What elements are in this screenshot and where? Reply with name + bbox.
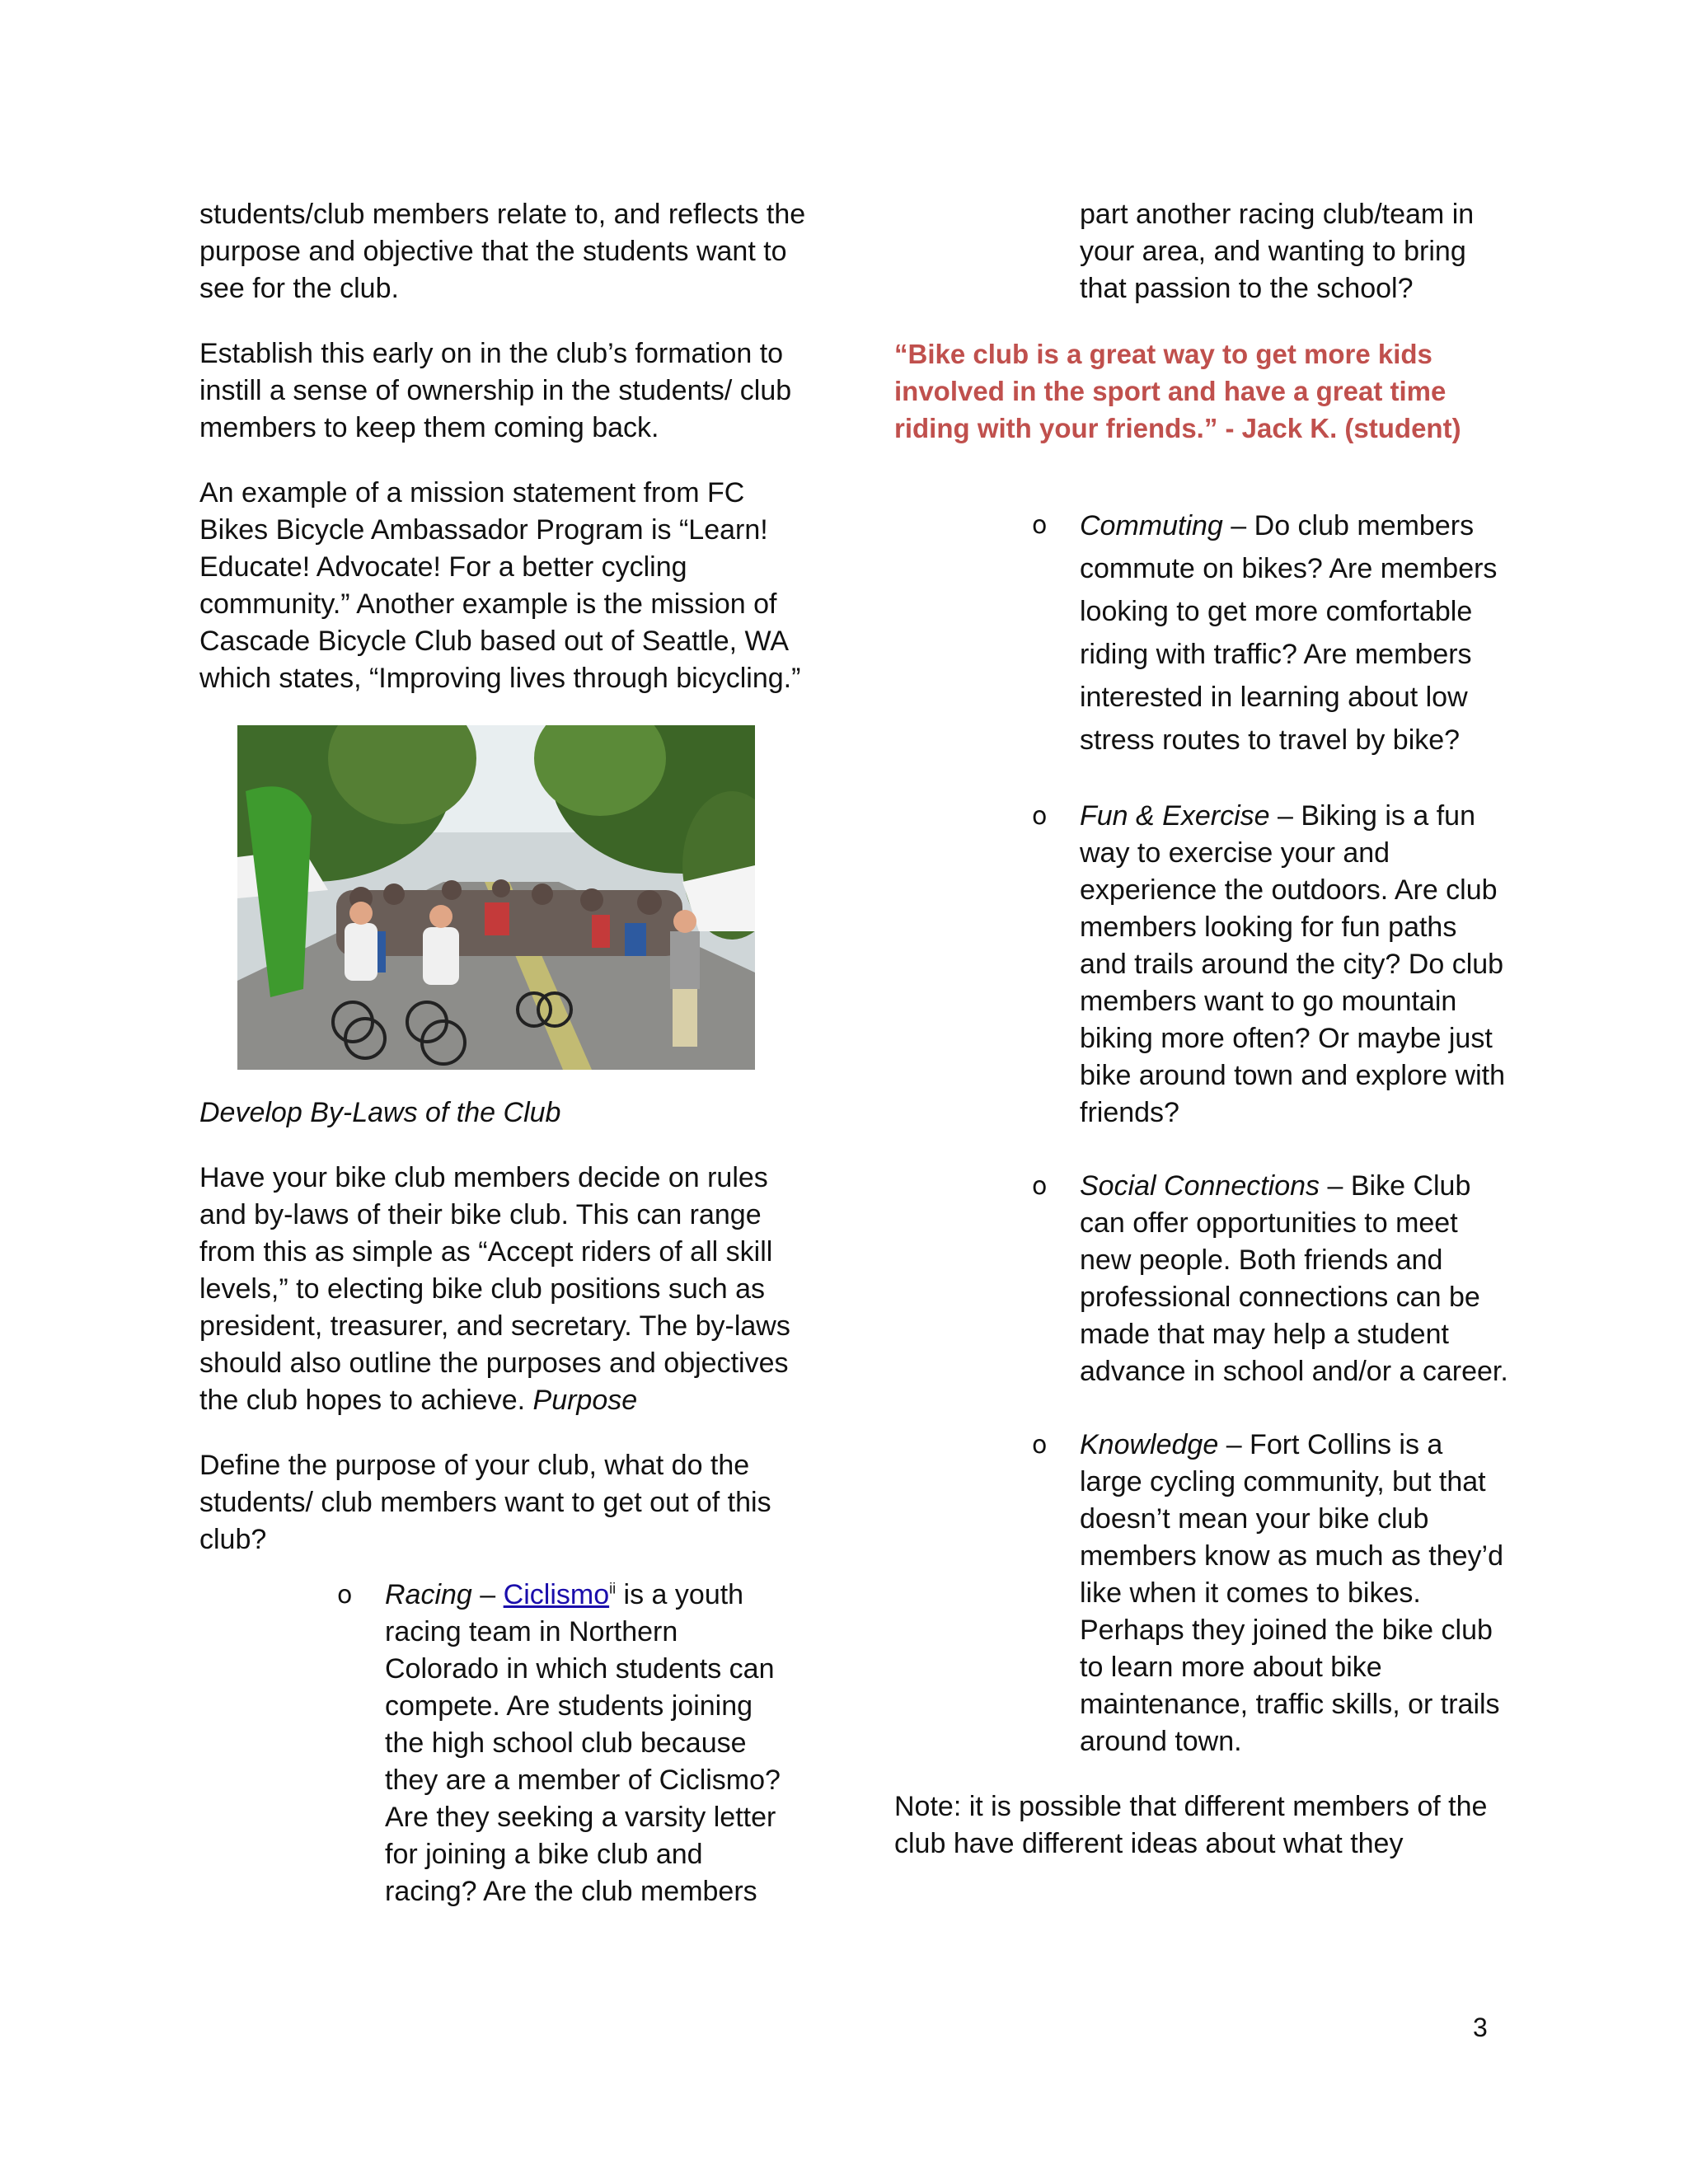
continuation-text: part another racing club/team in your area, and wanting to bring that passion to the school?	[1080, 199, 1475, 304]
list-item-commuting: o Commuting – Do club members commute on bikes? Are members looking to get more comfortable riding with traffic? Are members interested in learning about low stress routes to travel by bike?	[1080, 504, 1508, 762]
bullet-icon: o	[1032, 511, 1048, 540]
street-cycling-photo	[237, 725, 755, 1070]
bylaws-paragraph: Have your bike club members decide on rules and by-laws of their bike club. This can range from this as simple as “Accept riders of all skill levels,” to electing bike club positions such as president, treasurer, and secretary. The by-laws should also outline the purposes and objectives the club hopes to achieve. Purpose	[199, 1162, 790, 1416]
bullet-icon: o	[1032, 1172, 1048, 1201]
ciclismo-link[interactable]: Ciclismo	[503, 1579, 610, 1610]
paragraph: An example of a mission statement from FC Bikes Bicycle Ambassador Program is “Learn! Educate! Advocate! For a better cycling community.” Another example is the mission of Cascade Bicycle Club based out of Seattle, WA which states, “Improving lives through bicycling.”	[199, 477, 801, 694]
cyclists-photo	[237, 725, 755, 1070]
bullet-icon: o	[1032, 1431, 1048, 1460]
right-column	[894, 196, 1508, 1891]
bullet-icon: o	[337, 1581, 353, 1610]
purpose-list-left	[199, 1577, 809, 1910]
bullet-icon: o	[1032, 802, 1048, 831]
item-title: Racing	[385, 1579, 472, 1610]
list-item-racing: o Racing – Ciclismo$^{ii}$ is a youth racing team in Northern Colorado in which students can compete. Are students joining the high school club because they are a member of Ciclismo? Are they seeking a varsity letter for joining a bike club and racing? Are the club members	[385, 1577, 797, 1910]
paragraph: Define the purpose of your club, what do the students/ club members want to get out of this club?	[199, 1450, 771, 1555]
purpose-heading: Purpose	[532, 1385, 638, 1416]
item-title: Knowledge	[1080, 1429, 1219, 1460]
item-title: Social Connections	[1080, 1170, 1320, 1202]
bylaws-heading: Develop By-Laws of the Club	[199, 1097, 561, 1128]
page-number: 3	[1473, 2013, 1488, 2042]
list-item-knowledge: o Knowledge – Fort Collins is a large cycling community, but that doesn’t mean your bike club members know as much as they’d like when it comes to bikes. Perhaps they joined the bike club to learn more about bike maintenance, traffic skills, or trails around town.	[1080, 1427, 1508, 1760]
list-item-fun-exercise: o Fun & Exercise – Biking is a fun way to exercise your and experience the outdoors. Are club members looking for fun paths and trails around the city? Do club members want to go mountain biking more often? Or maybe just bike around town and explore with friends?	[1080, 798, 1508, 1132]
list-item-social-connections: o Social Connections – Bike Club can offer opportunities to meet new people. Both friends and professional connections can be made that may help a student advance in school and/or a career.	[1080, 1168, 1508, 1390]
student-quote: “Bike club is a great way to get more kids involved in the sport and have a great time riding with your friends.” - Jack K. (student)	[894, 339, 1461, 443]
paragraph: Establish this early on in the club’s formation to instill a sense of ownership in the students/ club members to keep them coming back.	[199, 338, 792, 443]
note-paragraph: Note: it is possible that different members of the club have different ideas about what they	[894, 1791, 1488, 1859]
item-title: Fun & Exercise	[1080, 800, 1270, 832]
footnote-marker[interactable]: ii	[609, 1580, 617, 1597]
item-title: Commuting	[1080, 510, 1223, 541]
left-column	[199, 196, 809, 1910]
paragraph: students/club members relate to, and reflects the purpose and objective that the students want to see for the club.	[199, 199, 806, 304]
purpose-list-right	[894, 504, 1508, 1760]
